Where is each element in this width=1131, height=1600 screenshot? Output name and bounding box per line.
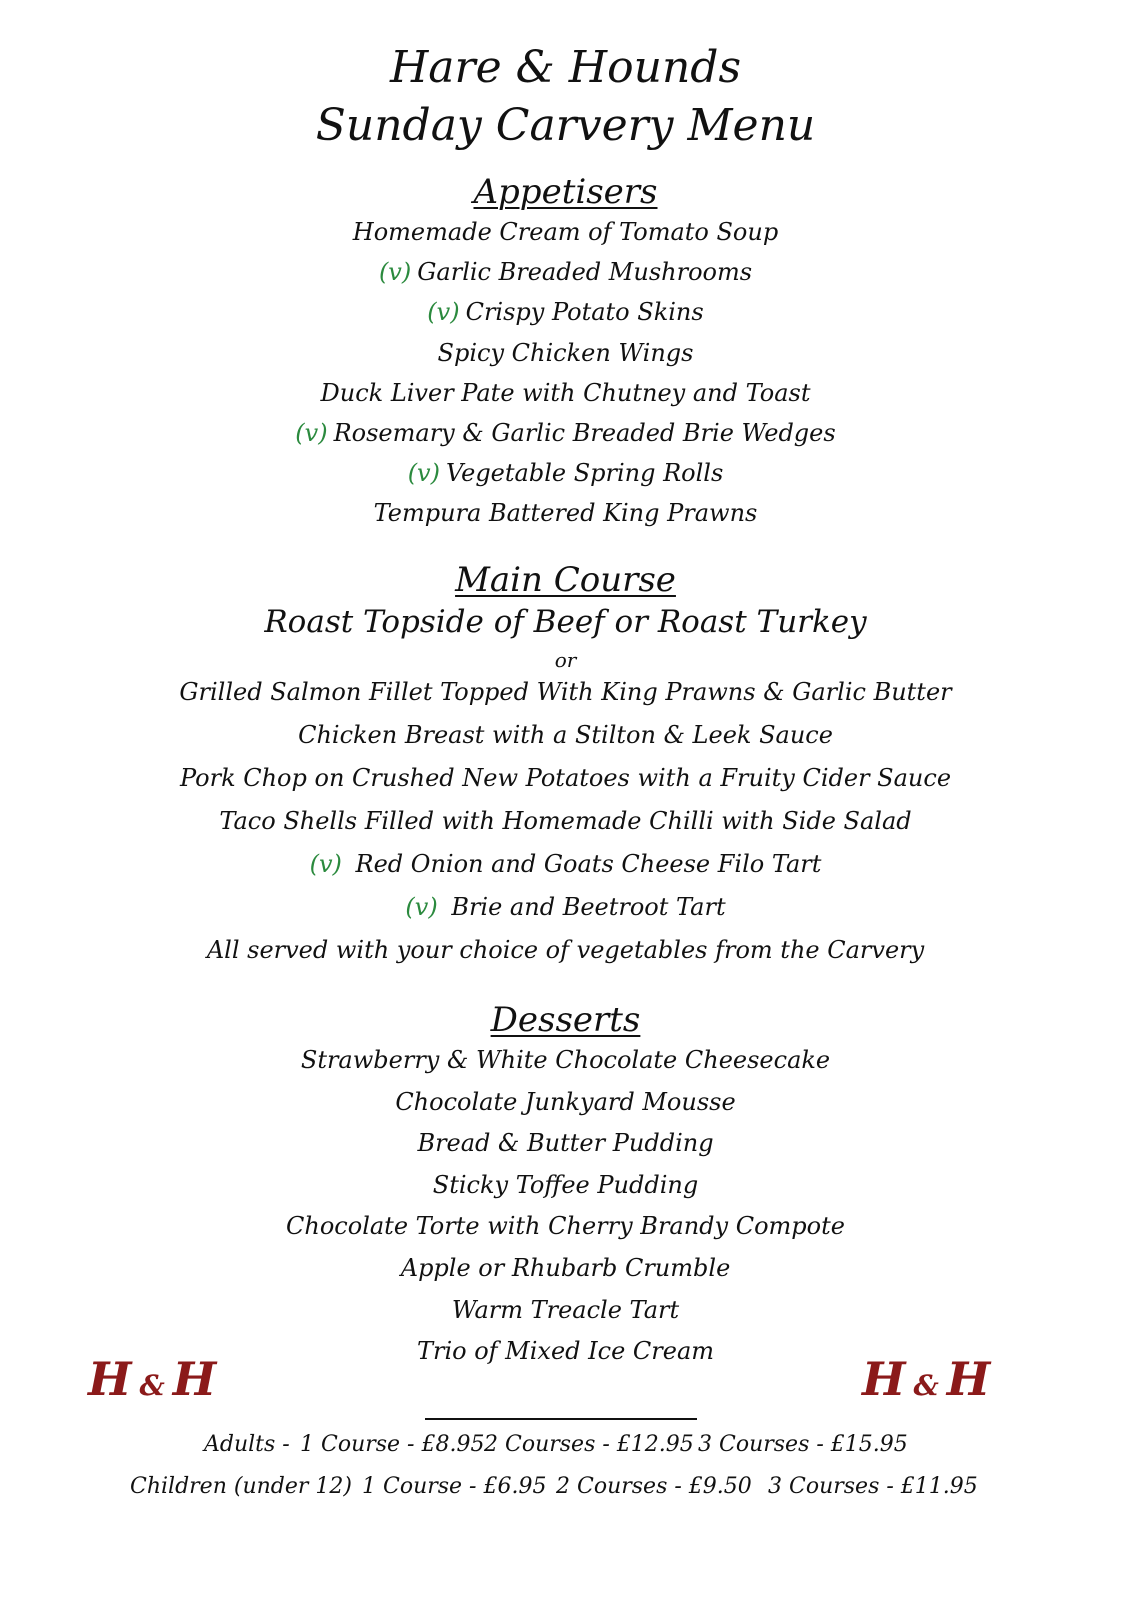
dessert-item-text: Bread & Butter Pudding (417, 1129, 714, 1158)
main-course-item-text: Red Onion and Goats Cheese Filo Tart (347, 850, 822, 878)
appetiser-item-text: Crispy Potato Skins (465, 298, 704, 327)
monogram-right: H & H (862, 1352, 993, 1406)
children-price-1: 1 Course - £6.95 (362, 1474, 547, 1499)
appetiser-item-text: Homemade Cream of Tomato Soup (352, 218, 779, 246)
vegetarian-marker: (v) (407, 459, 440, 488)
main-course-item-text: Chicken Breast with a Stilton & Leek Sauce (298, 721, 833, 749)
appetiser-item (0, 258, 1131, 286)
dessert-item-text: Chocolate Junkyard Mousse (395, 1087, 736, 1116)
appetiser-item (0, 499, 1131, 527)
price-divider (425, 1418, 697, 1420)
dessert-item-text: Strawberry & White Chocolate Cheesecake (300, 1046, 831, 1074)
children-label: Children (under 12) (130, 1474, 352, 1499)
main-course-item (0, 721, 1131, 749)
appetiser-item (0, 379, 1131, 407)
main-course-item (0, 764, 1131, 792)
dessert-item-text: Sticky Toffee Pudding (432, 1170, 699, 1199)
dessert-item (0, 1046, 1131, 1074)
dessert-item (0, 1171, 1131, 1199)
appetisers-heading: Appetisers (473, 172, 658, 212)
vegetarian-marker: (v) (378, 258, 412, 287)
dessert-item (0, 1296, 1131, 1324)
appetiser-item (0, 218, 1131, 246)
adults-price-1: 1 Course - £8.95 (300, 1432, 485, 1457)
served-note: All served with your choice of vegetables from the Carvery (206, 936, 925, 964)
vegetarian-marker: (v) (309, 850, 342, 878)
vegetarian-marker: (v) (427, 298, 460, 327)
main-course-heading: Main Course (455, 560, 676, 600)
vegetarian-marker: (v) (295, 419, 328, 447)
dessert-item (0, 1212, 1131, 1240)
main-course-item-text: Pork Chop on Crushed New Potatoes with a Fruity Cider Sauce (179, 764, 952, 792)
main-course-item (0, 893, 1131, 921)
appetiser-item-text: Spicy Chicken Wings (437, 338, 694, 367)
monogram-left: H & H (88, 1352, 219, 1406)
adults-price-3: 3 Courses - £15.95 (698, 1432, 908, 1457)
roast-option: Roast Topside of Beef or Roast Turkey (264, 604, 867, 640)
adults-label: Adults - (204, 1432, 290, 1457)
appetiser-item-text: Vegetable Spring Rolls (445, 459, 724, 488)
appetiser-item (0, 459, 1131, 487)
main-course-item (0, 678, 1131, 706)
main-course-item (0, 850, 1131, 878)
main-course-item (0, 807, 1131, 835)
dessert-item (0, 1088, 1131, 1116)
children-price-3: 3 Courses - £11.95 (768, 1474, 978, 1499)
vegetarian-marker: (v) (405, 893, 438, 921)
appetiser-item (0, 298, 1131, 326)
or-divider: or (554, 648, 577, 672)
appetiser-item-text: Tempura Battered King Prawns (373, 499, 758, 528)
dessert-item-text: Chocolate Torte with Cherry Brandy Compote (286, 1212, 845, 1241)
appetiser-item (0, 419, 1131, 447)
appetiser-item (0, 339, 1131, 367)
menu-title: Sunday Carvery Menu (315, 100, 816, 151)
children-price-2: 2 Courses - £9.50 (556, 1474, 752, 1499)
adults-price-2: 2 Courses - £12.95 (484, 1432, 694, 1457)
appetiser-item-text: Rosemary & Garlic Breaded Brie Wedges (333, 419, 836, 447)
dessert-item-text: Warm Treacle Tart (451, 1295, 680, 1324)
dessert-item-text: Trio of Mixed Ice Cream (416, 1337, 715, 1366)
main-course-item-text: Brie and Beetroot Tart (443, 893, 726, 921)
venue-name: Hare & Hounds (389, 42, 742, 93)
appetiser-item-text: Duck Liver Pate with Chutney and Toast (320, 378, 811, 407)
dessert-item (0, 1129, 1131, 1157)
appetiser-item-text: Garlic Breaded Mushrooms (417, 258, 753, 287)
desserts-heading: Desserts (490, 1000, 641, 1040)
main-course-item-text: Grilled Salmon Fillet Topped With King Prawns & Garlic Butter (179, 678, 952, 706)
main-course-item-text: Taco Shells Filled with Homemade Chilli with Side Salad (219, 807, 912, 835)
dessert-item-text: Apple or Rhubarb Crumble (400, 1254, 731, 1282)
dessert-item (0, 1254, 1131, 1282)
